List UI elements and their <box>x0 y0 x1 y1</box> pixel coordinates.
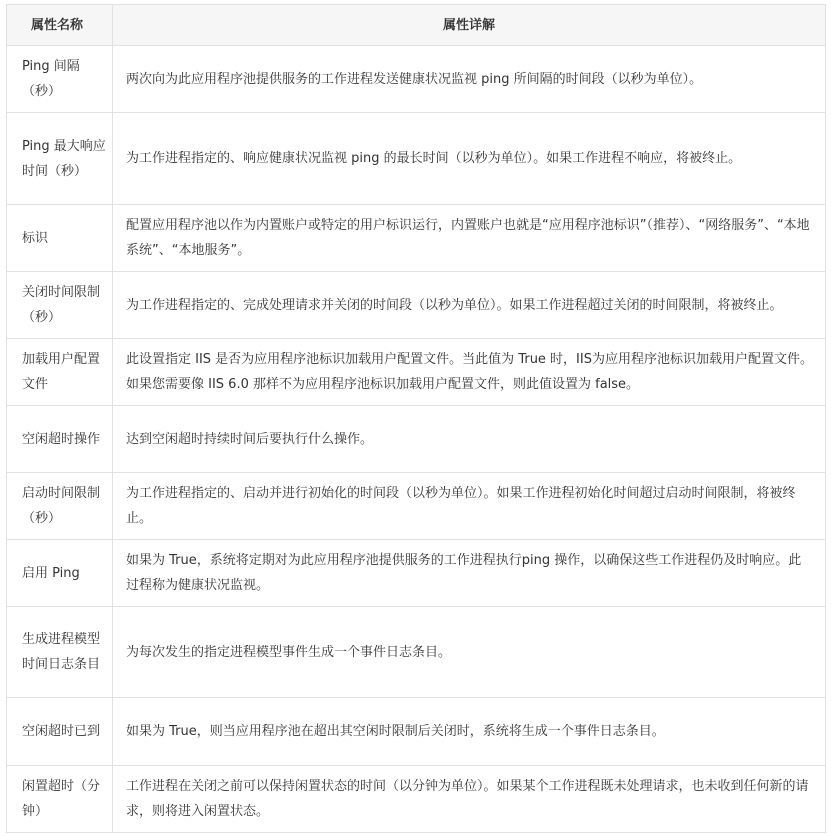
property-detail-cell: 为工作进程指定的、完成处理请求并关闭的时间段（以秒为单位）。如果工作进程超过关闭的时间限制，将被终止。 <box>113 272 826 339</box>
property-name-cell: 启动时间限制（秒） <box>7 473 113 540</box>
table-row <box>7 272 826 339</box>
property-name-cell: 启用 Ping <box>7 540 113 607</box>
table-row <box>7 205 826 272</box>
property-detail-cell: 两次向为此应用程序池提供服务的工作进程发送健康状况监视 ping 所间隔的时间段（以秒为单位）。 <box>113 46 826 113</box>
property-detail-cell: 配置应用程序池以作为内置账户或特定的用户标识运行，内置账户也就是“应用程序池标识”（推荐）、“网络服务”、“本地系统”、“本地服务”。 <box>113 205 826 272</box>
property-name-cell: 空闲超时操作 <box>7 406 113 473</box>
table-row <box>7 113 826 205</box>
property-detail-cell: 达到空闲超时持续时间后要执行什么操作。 <box>113 406 826 473</box>
property-name-cell: 关闭时间限制（秒） <box>7 272 113 339</box>
property-name-cell: 生成进程模型时间日志条目 <box>7 607 113 698</box>
table-header-row <box>7 5 826 46</box>
table-row <box>7 406 826 473</box>
property-name-cell: 空闲超时已到 <box>7 698 113 766</box>
property-name-cell: 闲置超时（分钟） <box>7 766 113 833</box>
property-detail-cell: 如果为 True，系统将定期对为此应用程序池提供服务的工作进程执行ping 操作，以确保这些工作进程仍及时响应。此过程称为健康状况监视。 <box>113 540 826 607</box>
table-row <box>7 540 826 607</box>
property-detail-cell: 此设置指定 IIS 是否为应用程序池标识加载用户配置文件。当此值为 True 时，IIS为应用程序池标识加载用户配置文件。如果您需要像 IIS 6.0 那样不为应用程序池标识加载用户配置文件，则此值设置为 false。 <box>113 339 826 406</box>
property-detail-cell: 工作进程在关闭之前可以保持闲置状态的时间（以分钟为单位）。如果某个工作进程既未处理请求，也未收到任何新的请求，则将进入闲置状态。 <box>113 766 826 833</box>
table-row <box>7 46 826 113</box>
property-name-cell: 加载用户配置文件 <box>7 339 113 406</box>
table-row <box>7 698 826 766</box>
header-property-detail: 属性详解 <box>113 5 826 46</box>
property-name-cell: 标识 <box>7 205 113 272</box>
table-row <box>7 766 826 833</box>
property-detail-cell: 为工作进程指定的、响应健康状况监视 ping 的最长时间（以秒为单位）。如果工作进程不响应，将被终止。 <box>113 113 826 205</box>
header-property-name: 属性名称 <box>7 5 113 46</box>
property-detail-cell: 为每次发生的指定进程模型事件生成一个事件日志条目。 <box>113 607 826 698</box>
property-detail-cell: 如果为 True，则当应用程序池在超出其空闲时限制后关闭时，系统将生成一个事件日志条目。 <box>113 698 826 766</box>
properties-table-container <box>6 4 825 833</box>
table-row <box>7 607 826 698</box>
property-detail-cell: 为工作进程指定的、启动并进行初始化的时间段（以秒为单位）。如果工作进程初始化时间超过启动时间限制，将被终止。 <box>113 473 826 540</box>
table-row <box>7 339 826 406</box>
properties-table <box>6 4 826 833</box>
property-name-cell: Ping 最大响应时间（秒） <box>7 113 113 205</box>
property-name-cell: Ping 间隔（秒） <box>7 46 113 113</box>
table-row <box>7 473 826 540</box>
